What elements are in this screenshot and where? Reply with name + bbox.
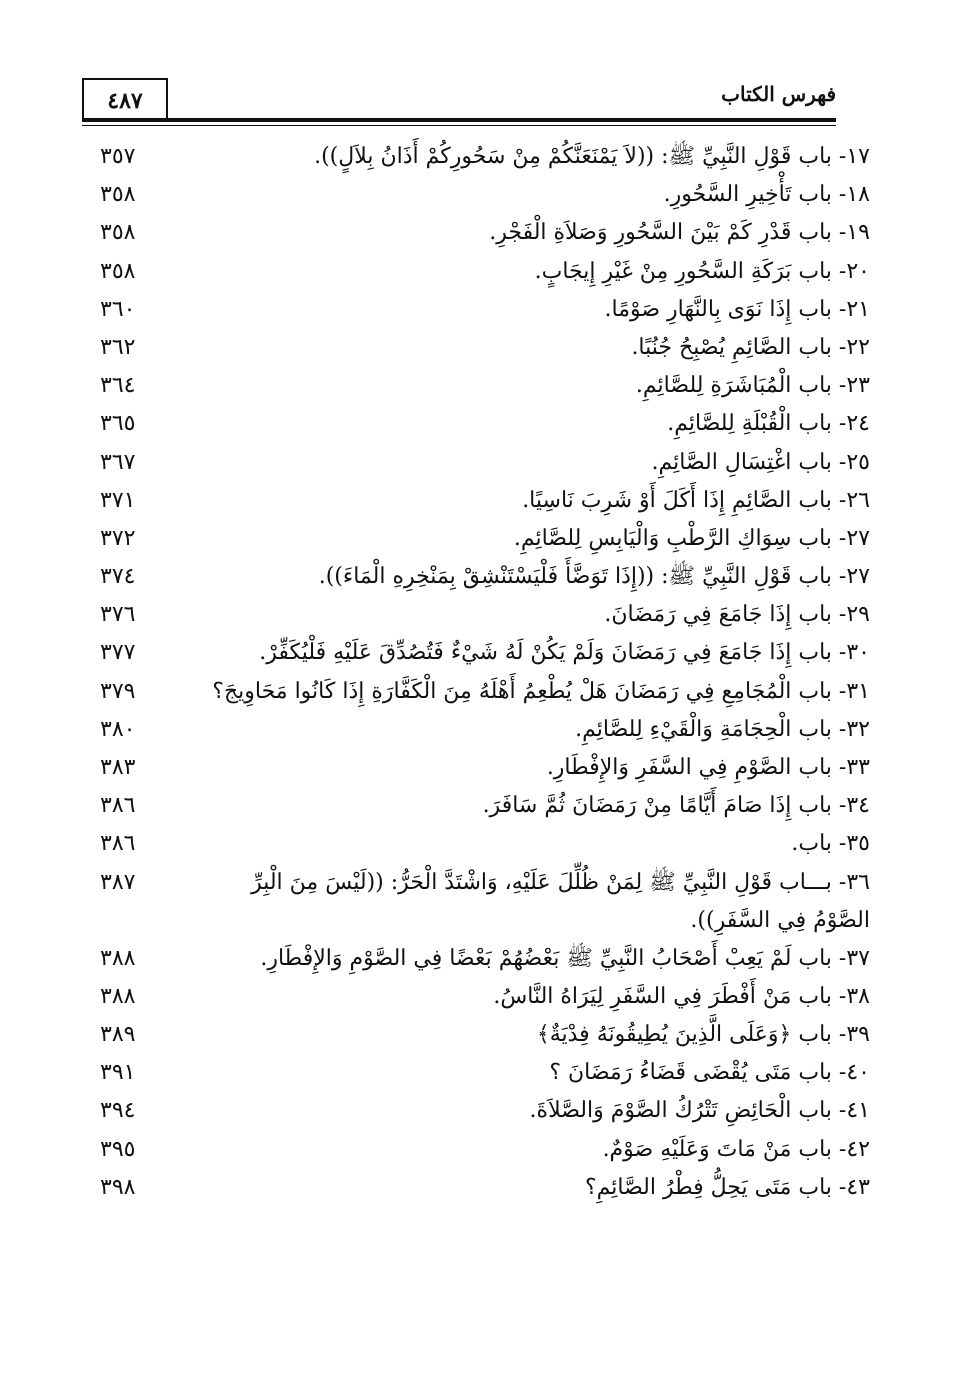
- page-number: ٤٨٧: [82, 78, 168, 118]
- toc-entry-page: ٣٩١: [100, 1060, 136, 1086]
- toc-entry-title: ٤٣- باب مَتَى يَحِلُّ فِطْرُ الصَّائِمِ؟: [584, 1174, 870, 1200]
- toc-entry-page: ٣٦٠: [100, 296, 136, 322]
- toc-entry: [100, 1131, 870, 1169]
- toc-entry-page: ٣٧٧: [100, 640, 136, 666]
- toc-entry: [100, 825, 870, 863]
- toc-entry-title: ١٩- باب قَدْرِ كَمْ بَيْنَ السَّحُورِ وَصَلاَةِ الْفَجْرِ.: [489, 220, 870, 246]
- toc-entry: [100, 444, 870, 482]
- toc-entry: [100, 1054, 870, 1092]
- toc-entry: [100, 329, 870, 367]
- toc-entry-title: ٢٣- باب الْمُبَاشَرَةِ لِلصَّائِمِ.: [635, 373, 870, 399]
- toc-entry: [100, 940, 870, 978]
- toc-entry: [100, 367, 870, 405]
- toc-entry: [100, 520, 870, 558]
- toc-entry-title: ٣٢- باب الْحِجَامَةِ وَالْقَيْءِ لِلصَّائِمِ.: [575, 716, 870, 742]
- header-rule-thick: [82, 118, 836, 122]
- toc-entry-title: ١٧- باب قَوْلِ النَّبِيِّ ﷺ: ((لاَ يَمْنَعَنَّكُمْ مِنْ سَحُورِكُمْ أَذَانُ بِلاَلٍ)).: [314, 144, 870, 169]
- toc-entry: [100, 291, 870, 329]
- toc-entry-title: ٣١- باب الْمُجَامِعِ فِي رَمَضَانَ هَلْ يُطْعِمُ أَهْلَهُ مِنَ الْكَفَّارَةِ إِذَا كَانُوا مَحَاوِيجَ؟: [212, 678, 870, 704]
- toc-entry: [100, 558, 870, 596]
- toc-entry: [100, 711, 870, 749]
- toc-entry: [100, 864, 870, 940]
- toc-entry-page: ٣٨٦: [100, 793, 136, 819]
- toc-entry: [100, 596, 870, 634]
- toc-entry-title: ٢١- باب إِذَا نَوَى بِالنَّهَارِ صَوْمًا.: [604, 296, 870, 322]
- toc-entry-page: ٣٦٧: [100, 449, 136, 475]
- toc-entry-page: ٣٧١: [100, 487, 136, 513]
- toc-entry: [100, 176, 870, 214]
- toc-entry-title: ٢٠- باب بَرَكَةِ السَّحُورِ مِنْ غَيْرِ إِيجَابٍ.: [534, 258, 870, 284]
- toc-entry: [100, 787, 870, 825]
- toc-entry-page: ٣٩٨: [100, 1174, 136, 1200]
- toc-entry-page: ٣٧٤: [100, 564, 136, 590]
- toc-entry-title: ٣٦- بـــاب قَوْلِ النَّبِيِّ ﷺ لِمَنْ ظُلِّلَ عَلَيْهِ، وَاشْتَدَّ الْحَرُّ: ((لَيْسَ مِنَ الْبِرِّ الصَّوْمُ فِي السَّفَرِ)).: [251, 869, 870, 933]
- toc-entry-page: ٣٦٥: [100, 411, 136, 437]
- toc-entry-page: ٣٥٨: [100, 258, 136, 284]
- header-rule-thin: [82, 125, 836, 126]
- toc-entry: [100, 634, 870, 672]
- toc-entry-title: ٣٣- باب الصَّوْمِ فِي السَّفَرِ وَالإِفْطَارِ.: [546, 755, 870, 780]
- toc-entry-title: ٢٧- باب قَوْلِ النَّبِيِّ ﷺ: ((إِذَا تَوَضَّأَ فَلْيَسْتَنْشِقْ بِمَنْخِرِهِ الْمَاءَ)).: [318, 564, 870, 590]
- toc-entry-page: ٣٥٨: [100, 220, 136, 246]
- toc-entry-title: ٣٩- باب ﴿وَعَلَى الَّذِينَ يُطِيقُونَهُ فِدْيَةٌ﴾: [536, 1021, 870, 1047]
- toc-entry: [100, 405, 870, 443]
- toc-entry-page: ٣٨٣: [100, 755, 136, 780]
- toc-entry-page: ٣٧٩: [100, 678, 136, 704]
- toc-entry-page: ٣٨٦: [100, 831, 136, 857]
- toc-entry-title: ٢٤- باب الْقُبْلَةِ لِلصَّائِمِ.: [667, 411, 870, 437]
- toc-entry-page: ٣٦٤: [100, 373, 136, 399]
- toc-entry-page: ٣٦٢: [100, 334, 136, 360]
- toc-entry-title: ٣٤- باب إِذَا صَامَ أَيَّامًا مِنْ رَمَضَانَ ثُمَّ سَافَرَ.: [482, 793, 870, 819]
- toc-entry-page: ٣٩٤: [100, 1098, 136, 1124]
- toc-entry-title: ٢٧- باب سِوَاكِ الرَّطْبِ وَالْيَابِسِ لِلصَّائِمِ.: [513, 525, 870, 551]
- toc-entry: [100, 749, 870, 787]
- toc-entry: [100, 673, 870, 711]
- toc-entry: [100, 978, 870, 1016]
- toc-entry: [100, 482, 870, 520]
- toc-entry: [100, 1092, 870, 1130]
- toc-entry-page: ٣٥٧: [100, 144, 136, 169]
- toc-entry-title: ٢٥- باب اغْتِسَالِ الصَّائِمِ.: [651, 449, 870, 475]
- toc-entry-page: ٣٨٧: [100, 869, 136, 895]
- toc-entry: [100, 1016, 870, 1054]
- header-title: فهرس الكتاب: [721, 82, 836, 106]
- toc-entry-page: ٣٨٩: [100, 1021, 136, 1047]
- toc-entry-title: ٢٩- باب إِذَا جَامَعَ فِي رَمَضَانَ.: [604, 602, 870, 628]
- table-of-contents: [100, 138, 870, 1207]
- toc-entry-title: ٣٧- باب لَمْ يَعِبْ أَصْحَابُ النَّبِيِّ ﷺ بَعْضُهُمْ بَعْضًا فِي الصَّوْمِ وَالإِفْطَارِ.: [260, 945, 870, 971]
- toc-entry-title: ٢٦- باب الصَّائِمِ إِذَا أَكَلَ أَوْ شَرِبَ نَاسِيًا.: [522, 487, 870, 513]
- toc-entry-title: ٤٠- باب مَتَى يُقْضَى قَضَاءُ رَمَضَانَ ؟: [549, 1060, 870, 1086]
- page-header: [82, 78, 836, 122]
- toc-entry-title: ٣٨- باب مَنْ أَفْطَرَ فِي السَّفَرِ لِيَرَاهُ النَّاسُ.: [493, 983, 870, 1009]
- toc-entry-title: ٣٥- باب.: [791, 831, 870, 857]
- toc-entry: [100, 138, 870, 176]
- toc-entry-page: ٣٥٨: [100, 182, 136, 208]
- toc-entry-title: ٢٢- باب الصَّائِمِ يُصْبِحُ جُنُبًا.: [631, 334, 870, 360]
- toc-entry-title: ٤٢- باب مَنْ مَاتَ وَعَلَيْهِ صَوْمٌ.: [602, 1136, 870, 1162]
- toc-entry-page: ٣٨٠: [100, 716, 136, 742]
- toc-entry-page: ٣٨٨: [100, 983, 136, 1009]
- toc-entry: [100, 253, 870, 291]
- toc-entry: [100, 214, 870, 252]
- toc-entry-title: ٣٠- باب إِذَا جَامَعَ فِي رَمَضَانَ وَلَمْ يَكُنْ لَهُ شَيْءٌ فَتُصُدِّقَ عَلَيْهِ فَلْيُكَفِّرْ.: [259, 640, 870, 666]
- toc-entry-page: ٣٧٦: [100, 602, 136, 628]
- toc-entry-page: ٣٧٢: [100, 525, 136, 551]
- toc-entry-title: ٤١- باب الْحَائِضِ تَتْرُكُ الصَّوْمَ وَالصَّلاَةَ.: [529, 1098, 870, 1124]
- toc-entry-page: ٣٨٨: [100, 945, 136, 971]
- toc-entry-page: ٣٩٥: [100, 1136, 136, 1162]
- toc-entry-title: ١٨- باب تَأْخِيرِ السَّحُورِ.: [663, 182, 870, 208]
- toc-entry: [100, 1169, 870, 1207]
